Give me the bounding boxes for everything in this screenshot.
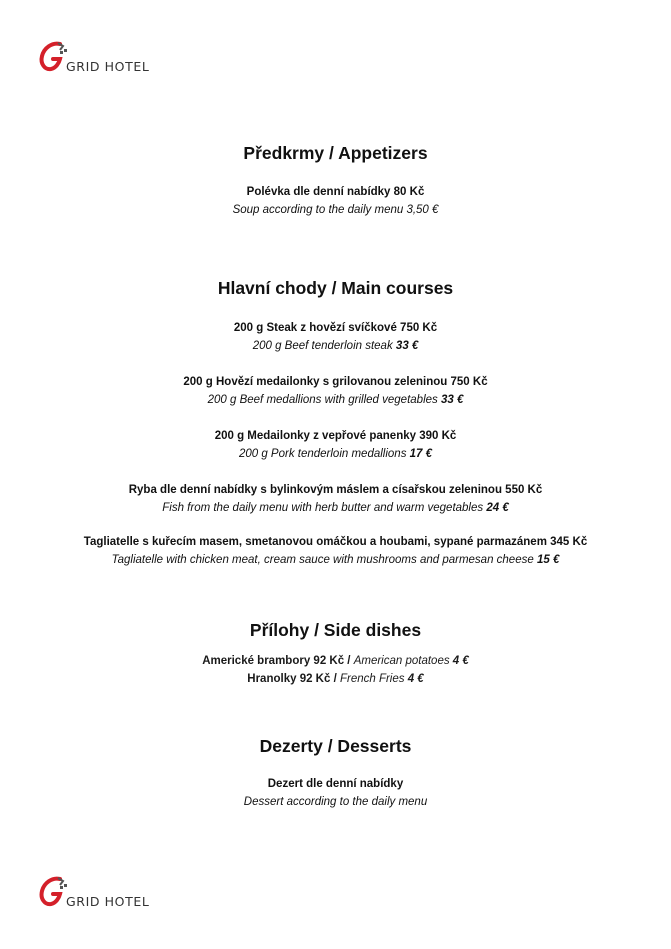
- menu-item: [0, 533, 671, 569]
- item-en: American potatoes: [353, 655, 450, 667]
- item-en-price: 17 €: [409, 448, 433, 460]
- item-en-price: 33 €: [440, 394, 464, 406]
- item-en-line: [0, 391, 671, 409]
- item-en-line: [0, 337, 671, 355]
- item-en-line: [0, 499, 671, 517]
- item-cz: Tagliatelle s kuřecím masem, smetanovou omáčkou a houbami, sypané parmazánem 345 Kč: [83, 536, 588, 548]
- grid-hotel-logo-icon: [38, 40, 68, 74]
- item-en: Dessert according to the daily menu: [243, 796, 428, 808]
- item-en-line: [0, 551, 671, 569]
- item-en-price: 24 €: [486, 502, 509, 514]
- item-cz: Dezert dle denní nabídky: [267, 778, 404, 790]
- item-cz: 200 g Medailonky z vepřové panenky 390 Kč: [214, 430, 457, 442]
- menu-item: [0, 319, 671, 355]
- item-en: 200 g Beef tenderloin steak: [252, 340, 393, 352]
- item-cz: 200 g Steak z hovězí svíčkové 750 Kč: [233, 322, 438, 334]
- item-en-price: 4 €: [407, 673, 424, 685]
- hotel-logo: [38, 40, 149, 74]
- brand-name: GRID HOTEL: [66, 894, 150, 909]
- brand-name: GRID HOTEL: [66, 59, 150, 74]
- section-title-main-courses: Hlavní chody / Main courses: [217, 278, 454, 298]
- item-en-line: [0, 445, 671, 463]
- item-en: 200 g Beef medallions with grilled vegetables: [207, 394, 438, 406]
- item-cz: Ryba dle denní nabídky s bylinkovým máslem a císařskou zeleninou 550 Kč: [128, 484, 543, 496]
- menu-item: [0, 481, 671, 517]
- menu-item: [0, 373, 671, 409]
- item-cz: Americké brambory 92 Kč /: [202, 655, 351, 667]
- section-title-desserts: Dezerty / Desserts: [259, 736, 412, 756]
- item-en: French Fries: [339, 673, 405, 685]
- menu-item: [0, 652, 671, 670]
- item-cz: 200 g Hovězí medailonky s grilovanou zeleninou 750 Kč: [183, 376, 488, 388]
- menu-item: [0, 183, 671, 219]
- item-en-price: 4 €: [452, 655, 469, 667]
- item-cz: Polévka dle denní nabídky 80 Kč: [246, 186, 425, 198]
- section-title-side-dishes: Přílohy / Side dishes: [249, 620, 422, 640]
- item-en: Soup according to the daily menu 3,50 €: [232, 204, 439, 216]
- grid-hotel-logo-icon: [38, 875, 68, 909]
- section-title-appetizers: Předkrmy / Appetizers: [243, 143, 428, 163]
- menu-item: [0, 427, 671, 463]
- item-en-price: 15 €: [536, 554, 560, 566]
- menu-item: [0, 670, 671, 688]
- item-en-price: 33 €: [395, 340, 419, 352]
- menu-item-list: [0, 652, 671, 688]
- item-cz: Hranolky 92 Kč /: [247, 673, 337, 685]
- hotel-logo-footer: [38, 875, 149, 909]
- item-en: Tagliatelle with chicken meat, cream sauce with mushrooms and parmesan cheese: [111, 554, 534, 566]
- menu-item: [0, 775, 671, 811]
- item-en: Fish from the daily menu with herb butter and warm vegetables: [162, 502, 484, 514]
- item-en: 200 g Pork tenderloin medallions: [238, 448, 407, 460]
